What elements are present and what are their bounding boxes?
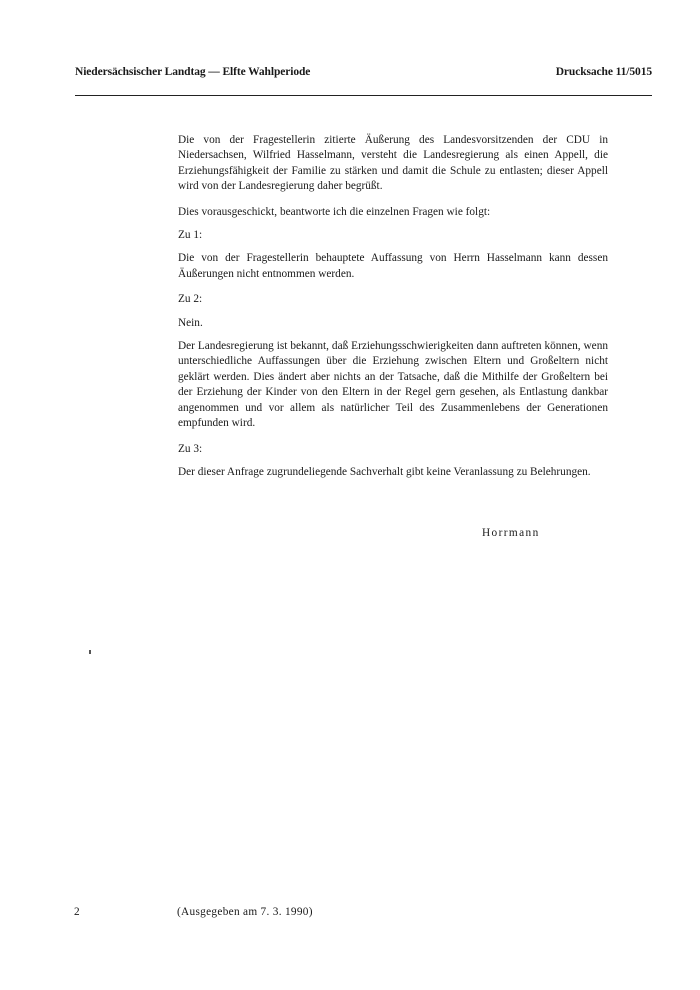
issue-date: (Ausgegeben am 7. 3. 1990) [177,906,313,918]
scan-speck [89,650,91,654]
answer-2-label: Zu 2: [178,293,203,306]
answer-2-short-answer: Nein. [178,316,203,329]
answer-3-label: Zu 3: [178,442,203,455]
answer-3-paragraph: Der dieser Anfrage zugrundeliegende Sachverhalt gibt keine Veranlassung zu Belehrungen. [178,465,591,478]
preface-paragraph: Dies vorausgeschickt, beantworte ich die einzelnen Fragen wie folgt: [178,205,491,218]
answer-2-paragraph: Der Landesregierung ist bekannt, daß Erziehungsschwierigkeiten dann auftreten können, wenn unterschiedliche Auffassungen über die Erziehung zwischen Eltern und Großeltern nicht geklärt werden. Dies ändert aber nichts an der Tatsache, daß die Mithilfe der Großeltern bei der Erziehung der Kinder von den Eltern in der Regel gern gesehen, als Entlastung dankbar angenommen und vor allem als natürlicher Teil des Zusammenlebens der Generationen empfunden wird. [178,340,608,430]
answer-1-label: Zu 1: [178,229,203,242]
header-parliament-title: Niedersächsischer Landtag — Elfte Wahlperiode [75,66,311,78]
header-divider [75,95,652,96]
answer-1-paragraph: Die von der Fragestellerin behauptete Auffassung von Herrn Hasselmann kann dessen Äußerungen nicht entnommen werden. [178,252,608,280]
document-body [178,133,608,490]
page-number: 2 [74,906,80,918]
header-document-number: Drucksache 11/5015 [555,66,652,78]
signature-name: Horrmann [482,527,540,539]
page-header [75,66,652,84]
intro-paragraph: Die von der Fragestellerin zitierte Äußerung des Landesvorsitzenden der CDU in Niedersachsen, Wilfried Hasselmann, versteht die Landesregierung als einen Appell, die Erziehungsfähigkeit der Familie zu stärken und damit die Schule zu entlasten; dieser Appell wird von der Landesregierung daher begrüßt. [178,134,608,193]
